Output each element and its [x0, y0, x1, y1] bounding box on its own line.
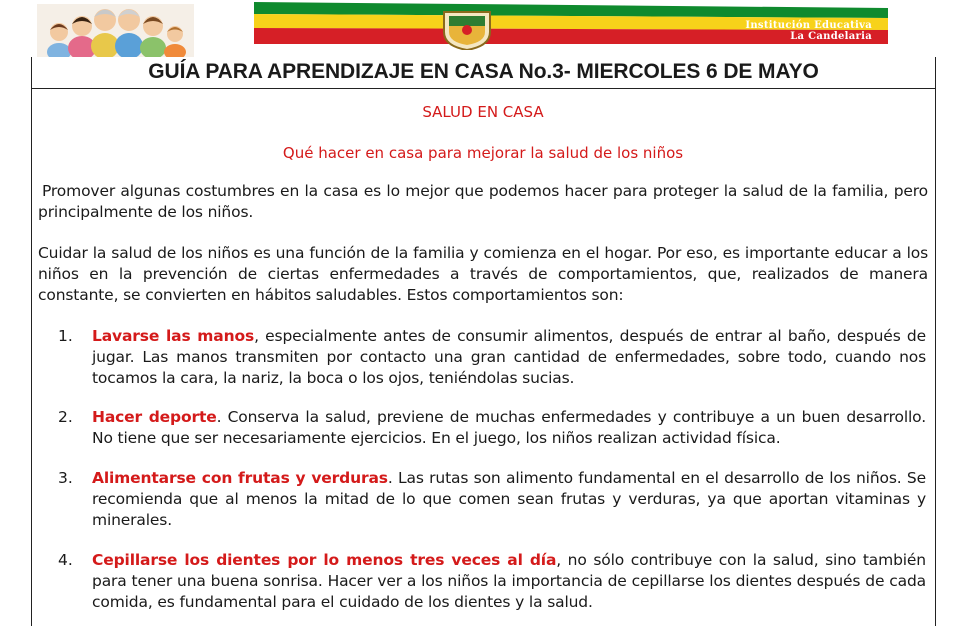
list-item-lead: Hacer deporte [92, 408, 217, 426]
section-subtitle: Qué hacer en casa para mejorar la salud de los niños [282, 144, 684, 162]
institution-line-2: La Candelaria [790, 31, 872, 42]
frame-left-border [31, 57, 32, 626]
list-item-text [92, 550, 926, 613]
school-shield-emblem [440, 8, 494, 50]
list-item-number: 2. [58, 408, 73, 426]
list-item-body: . Conserva la salud, previene de muchas enfermedades y contribuye a un buen desarrollo. No tiene que ser necesariamente ejercicios. En el juego, los niños realizan actividad física. [92, 408, 927, 447]
list-item-lead: Cepillarse los dientes por lo menos tres veces al día [92, 551, 557, 569]
list-item-body: . Las rutas son alimento fundamental en el desarrollo de los niños. Se recomienda que al menos la mitad de lo que comen sean frutas y verduras, ya que aportan vitaminas y minerales. [92, 469, 926, 529]
frame-right-border [935, 57, 936, 626]
list-item-body: , especialmente antes de consumir alimentos, después de entrar al baño, después de jugar. Las manos transmiten por contacto una gran cantidad de enfermedades, sobre todo, cuando nos tocamos la cara, la nariz, la boca o los ojos, teniéndolas sucias. [92, 327, 926, 387]
section-heading: SALUD EN CASA [422, 103, 544, 121]
family-illustration-logo [37, 4, 194, 57]
document-title: GUÍA PARA APRENDIZAJE EN CASA No.3- MIERCOLES 6 DE MAYO [148, 60, 819, 83]
intro-paragraph: Promover algunas costumbres en la casa es lo mejor que podemos hacer para proteger la salud de la familia, pero principalmente de los niños. [38, 182, 928, 221]
institution-line-1: Institución Educativa [745, 20, 872, 31]
title-divider [31, 88, 936, 89]
body-paragraph: Cuidar la salud de los niños es una función de la familia y comienza en el hogar. Por eso, es importante educar a los niños en la prevención de ciertas enfermedades a través de comportamientos, que, realizados de manera constante, se convierten en hábitos saludables. Estos comportamientos son: [38, 244, 928, 304]
list-item-body: , no sólo contribuye con la salud, sino también para tener una buena sonrisa. Hacer ver a los niños la importancia de cepillarse los dientes después de cada comida, es fundamental para el cuidado de los dientes y la salud. [92, 551, 926, 611]
list-item-number: 3. [58, 469, 73, 487]
list-item-lead: Lavarse las manos [92, 327, 255, 345]
list-item-number: 1. [58, 327, 73, 345]
list-item-text [92, 407, 926, 449]
list-item-text [92, 468, 926, 531]
institution-name [712, 20, 872, 44]
list-item-text [92, 326, 926, 389]
list-item-lead: Alimentarse con frutas y verduras [92, 469, 388, 487]
list-item-number: 4. [58, 551, 73, 569]
